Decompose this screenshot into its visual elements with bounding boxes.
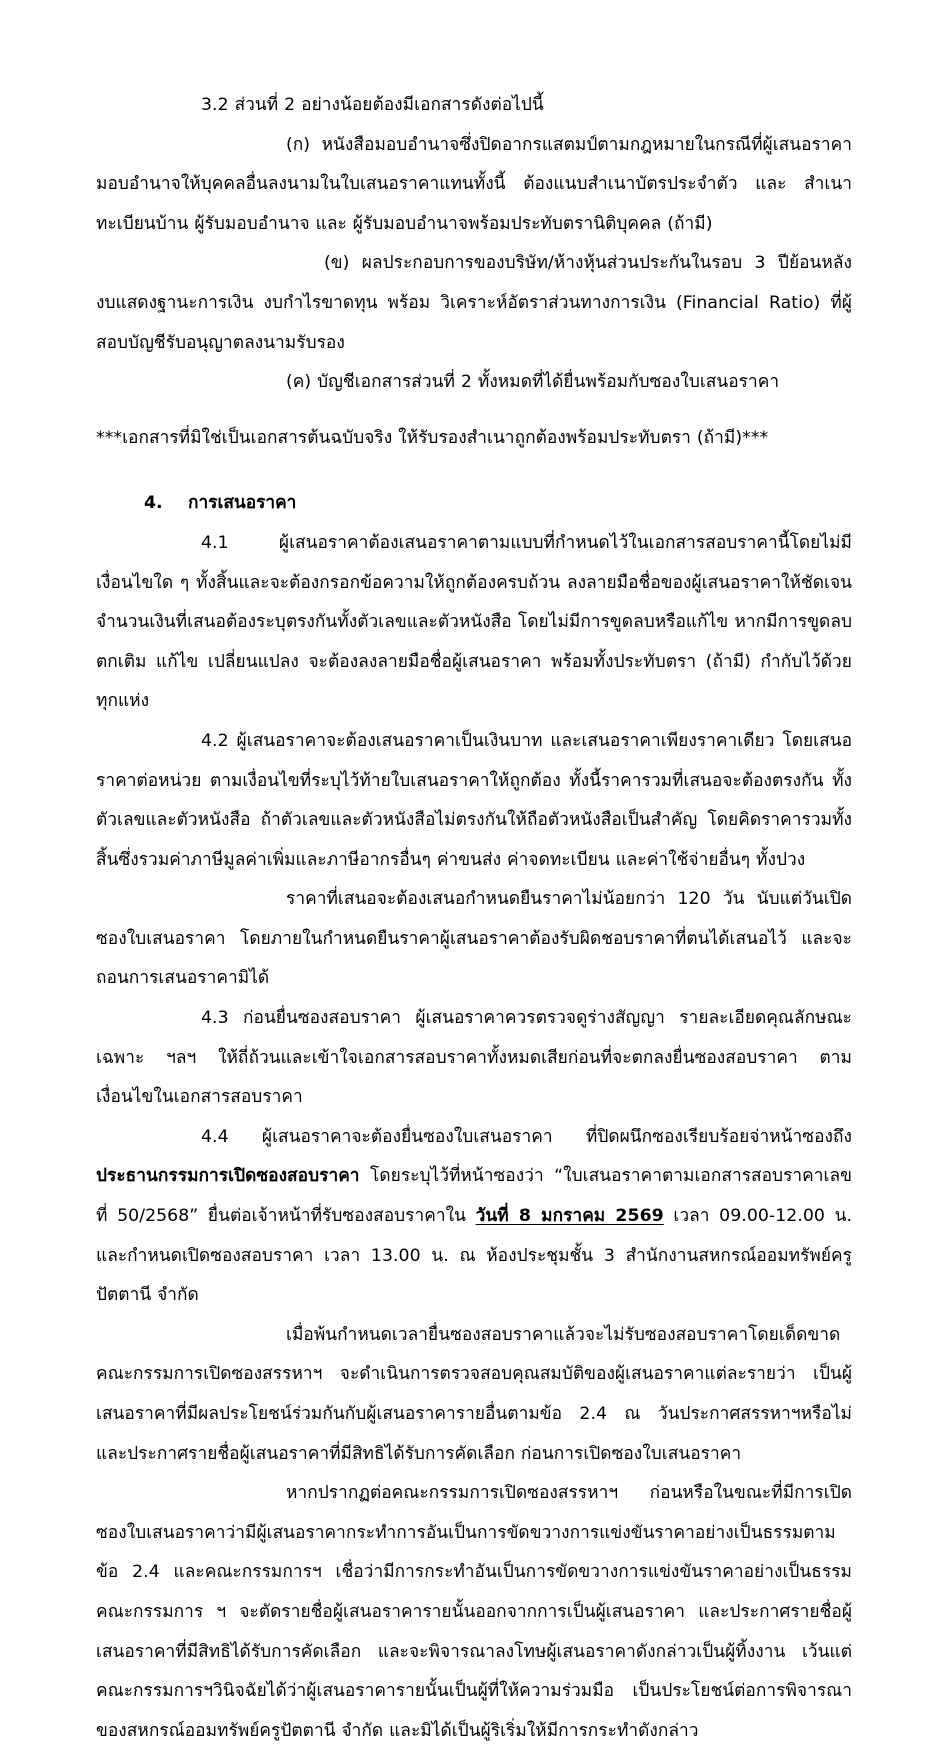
para-final: หากปรากฏต่อคณะกรรมการเปิดซองสรรหาฯ ก่อนหรือในขณะที่มีการเปิดซองใบเสนอราคาว่ามีผู้เสนอราคากระทำการอันเป็นการขัดขวางการแข่งขันราคาอย่างเป็นธรรมตามข้อ 2.4 และคณะกรรมการฯ เชื่อว่ามีการกระทำอันเป็นการขัดขวางการแข่งขันราคาอย่างเป็นธรรม คณะกรรมการ ฯ จะตัดรายชื่อผู้เสนอราคารายนั้นออกจากการเป็นผู้เสนอราคา และประกาศรายชื่อผู้เสนอราคาที่มีสิทธิได้รับการคัดเลือก และจะพิจารณาลงโทษผู้เสนอราคาดังกล่าวเป็นผู้ทิ้งงาน เว้นแต่คณะกรรมการฯวินิจฉัยได้ว่าผู้เสนอราคารายนั้นเป็นผู้ที่ให้ความร่วมมือ เป็นประโยชน์ต่อการพิจารณาของสหกรณ์ออมทรัพย์ครูปัตตานี จำกัด และมิได้เป็นผู้ริเริ่มให้มีการกระทำดังกล่าว — [96, 1483, 852, 1741]
document-body — [96, 86, 852, 1751]
item-4-4-part-1: 4.4 ผู้เสนอราคาจะต้องยื่นซองใบเสนอราคา ที่ปิดผนึกซองเรียบร้อยจ่าหน้าซองถึง — [201, 1126, 852, 1147]
item-4-4-part-2: โดยระบุไว้ที่หน้าซองว่า “ใบเสนอราคาตามเอกสารสอบราคาเลขที่ 50/2568” ยื่นต่อเจ้าหน้าที่รับซองสอบราคาใน — [96, 1166, 852, 1227]
item-4-1: 4.1 ผู้เสนอราคาต้องเสนอราคาตามแบบที่กำหนดไว้ในเอกสารสอบราคานี้โดยไม่มีเงื่อนไขใด ๆ ทั้งสิ้นและจะต้องกรอกข้อความให้ถูกต้องครบถ้วน ลงลายมือชื่อของผู้เสนอราคาให้ชัดเจนจำนวนเงินที่เสนอต้องระบุตรงกันทั้งตัวเลขและตัวหนังสือ โดยไม่มีการขูดลบหรือแก้ไข หากมีการขูดลบ ตกเติม แก้ไข เปลี่ยนแปลง จะต้องลงลายมือชื่อผู้เสนอราคา พร้อมทั้งประทับตรา (ถ้ามี) กำกับไว้ด้วยทุกแห่ง — [96, 532, 852, 712]
spacer — [96, 403, 852, 419]
section-3-2-heading: 3.2 ส่วนที่ 2 อย่างน้อยต้องมีเอกสารดังต่อไปนี้ — [201, 95, 544, 115]
section-3-2-item-c: (ค) บัญชีเอกสารส่วนที่ 2 ทั้งหมดที่ได้ยื่นพร้อมกับซองใบเสนอราคา — [286, 372, 780, 393]
para-after-4-4: เมื่อพ้นกำหนดเวลายื่นซองสอบราคาแล้วจะไม่รับซองสอบราคาโดยเด็ดขาด คณะกรรมการเปิดซองสรรหาฯ จะดำเนินการตรวจสอบคุณสมบัติของผู้เสนอราคาแต่ละรายว่า เป็นผู้เสนอราคาที่มีผลประโยชน์ร่วมกันกับผู้เสนอราคารายอื่นตามข้อ 2.4 ณ วันประกาศสรรหาฯหรือไม่ และประกาศรายชื่อผู้เสนอราคาที่มีสิทธิได้รับการคัดเลือก ก่อนการเปิดซองใบเสนอราคา — [96, 1324, 852, 1464]
section-3-2-item-b: (ข) ผลประกอบการของบริษัท/ห้างหุ้นส่วนประกันในรอบ 3 ปีย้อนหลัง งบแสดงฐานะการเงิน งบกำไรขาดทุน พร้อม วิเคราะห์อัตราส่วนทางการเงิน (Financial Ratio) ที่ผู้สอบบัญชีรับอนุญาตลงนามรับรอง — [96, 253, 852, 353]
item-4-4-submission-date: วันที่ 8 มกราคม 2569 — [475, 1206, 664, 1227]
asterisk-note: ***เอกสารที่มิใช่เป็นเอกสารต้นฉบับจริง ให้รับรองสำเนาถูกต้องพร้อมประทับตรา (ถ้ามี)*** — [96, 427, 769, 448]
item-4-2-sub: ราคาที่เสนอจะต้องเสนอกำหนดยืนราคาไม่น้อยกว่า 120 วัน นับแต่วันเปิดซองใบเสนอราคา โดยภายในกำหนดยืนราคาผู้เสนอราคาต้องรับผิดชอบราคาที่ตนได้เสนอไว้ และจะถอนการเสนอราคามิได้ — [96, 889, 852, 989]
item-4-4-part-3: เวลา 09.00-12.00 น. และกำหนดเปิดซองสอบราคา เวลา 13.00 น. ณ ห้องประชุมชั้น 3 สำนักงานสหกรณ์ออมทรัพย์ครูปัตตานี จำกัด — [96, 1206, 852, 1306]
section-4-title: การเสนอราคา — [188, 493, 297, 514]
section-3-2-item-a: (ก) หนังสือมอบอำนาจซึ่งปิดอากรแสตมป์ตามกฎหมายในกรณีที่ผู้เสนอราคามอบอำนาจให้บุคคลอื่นลงนามในใบเสนอราคาแทนทั้งนี้ ต้องแนบสำเนาบัตรประจำตัว และ สำเนาทะเบียนบ้าน ผู้รับมอบอำนาจ และ ผู้รับมอบอำนาจพร้อมประทับตรานิติบุคคล (ถ้ามี) — [96, 134, 852, 234]
section-4-number: 4. — [144, 493, 163, 514]
item-4-3: 4.3 ก่อนยื่นซองสอบราคา ผู้เสนอราคาควรตรวจดูร่างสัญญา รายละเอียดคุณลักษณะ เฉพาะ ฯลฯ ให้ถี่ถ้วนและเข้าใจเอกสารสอบราคาทั้งหมดเสียก่อนที่จะตกลงยื่นซองสอบราคา ตามเงื่อนไขในเอกสารสอบราคา — [96, 1008, 852, 1108]
item-4-2: 4.2 ผู้เสนอราคาจะต้องเสนอราคาเป็นเงินบาท และเสนอราคาเพียงราคาเดียว โดยเสนอราคาต่อหน่วย ตามเงื่อนไขที่ระบุไว้ท้ายใบเสนอราคาให้ถูกต้อง ทั้งนี้ราคารวมที่เสนอจะต้องตรงกัน ทั้งตัวเลขและตัวหนังสือ ถ้าตัวเลขและตัวหนังสือไม่ตรงกันให้ถือตัวหนังสือเป็นสำคัญ โดยคิดราคารวมทั้งสิ้นซึ่งรวมค่าภาษีมูลค่าเพิ่มและภาษีอากรอื่นๆ ค่าขนส่ง ค่าจดทะเบียน และค่าใช้จ่ายอื่นๆ ทั้งปวง — [96, 730, 852, 870]
spacer — [96, 458, 852, 484]
item-4-4-recipient-bold: ประธานกรรมการเปิดซองสอบราคา — [96, 1166, 360, 1187]
section-4-heading — [96, 484, 852, 524]
item-4-4 — [96, 1118, 852, 1316]
